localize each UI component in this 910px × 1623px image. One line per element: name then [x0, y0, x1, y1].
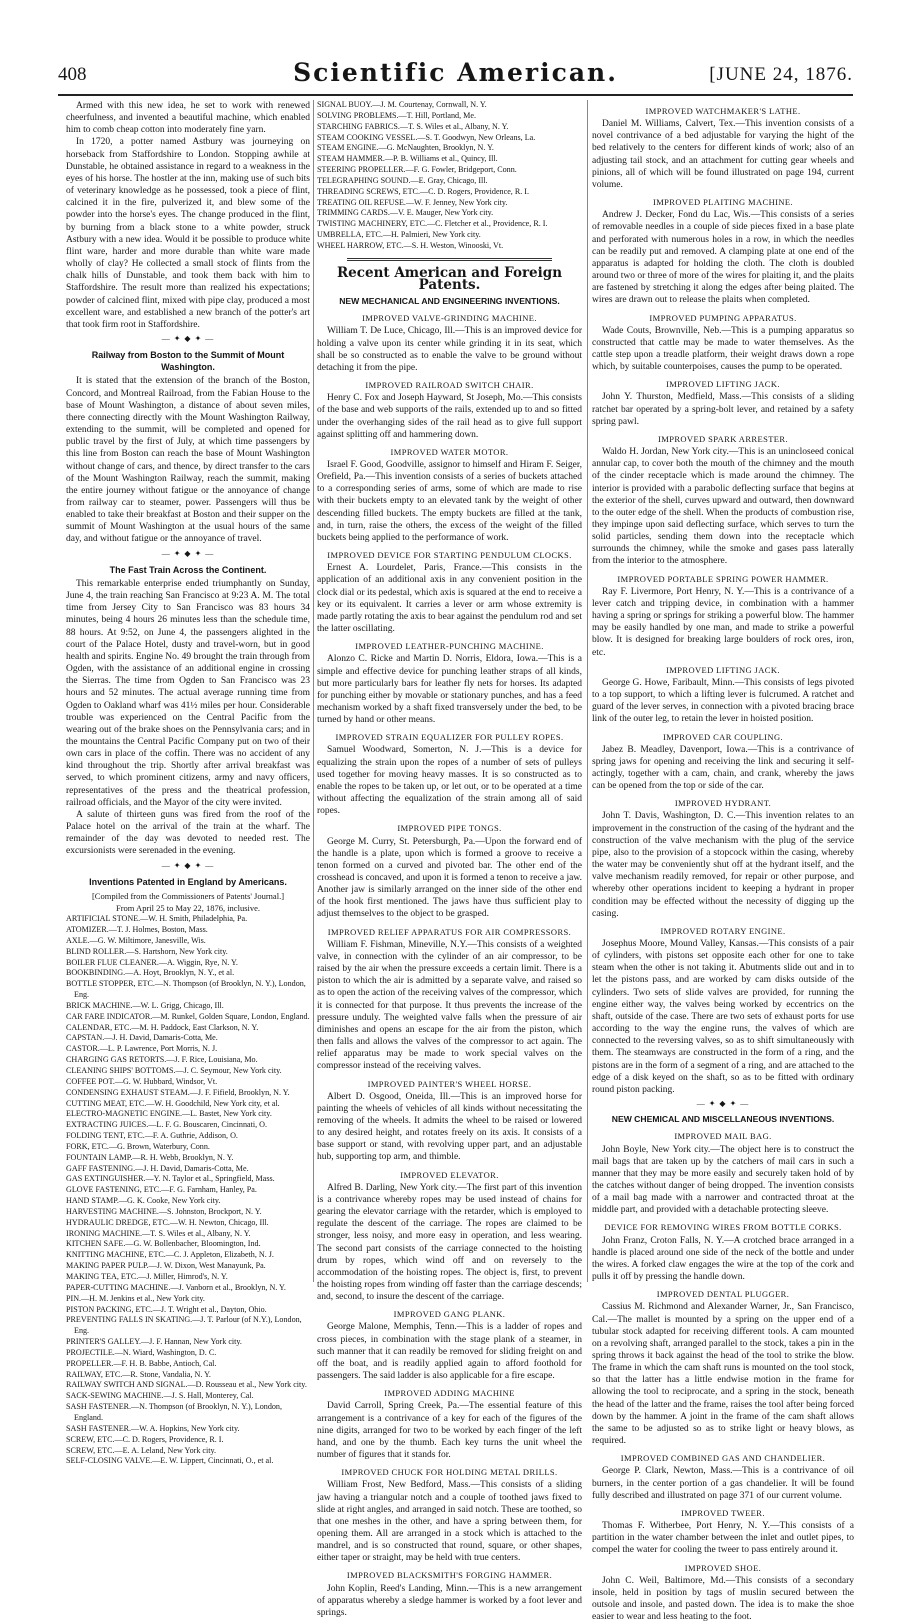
- invention-title: IMPROVED DENTAL PLUGGER.: [656, 1289, 790, 1300]
- patent-entry: COFFEE POT.—G. W. Hubbard, Windsor, Vt.: [66, 1076, 218, 1086]
- invention-description: George M. Curry, St. Petersburgh, Pa.—Upon the forward end of the handle is a plate, upon which is formed a groove to receive a tenon formed on a curved and pivoted bar. The other end of the crosshead is concaved, and upon it is formed a tenon to receive a jaw. Another jaw is similarly arranged on the inner side of the other end of the hook first mentioned. The jaws have thus sufficient play to adjust themselves to the object to be grasped.: [317, 836, 582, 920]
- patent-entry: TREATING OIL REFUSE.—W. F. Jenney, New York city.: [317, 197, 508, 207]
- patent-entry: MAKING PAPER PULP.—J. W. Dixon, West Manayunk, Pa.: [66, 1261, 266, 1271]
- ornament-divider: — ✦ ◆ ✦ —: [696, 1099, 750, 1109]
- patent-entry: CHARGING GAS RETORTS.—J. F. Rice, Louisiana, Mo.: [66, 1055, 258, 1065]
- invention-list: [317, 312, 582, 1619]
- date-range-note: From April 25 to May 22, 1876, inclusive.: [115, 903, 261, 913]
- patent-entry: BOILER FLUE CLEANER.—A. Wiggin, Rye, N. Y.: [66, 957, 238, 967]
- patent-entry: KNITTING MACHINE, ETC.—C. J. Appleton, Elizabeth, N. J.: [66, 1250, 274, 1260]
- double-rule: [347, 258, 552, 261]
- patent-entry: CAR FARE INDICATOR.—M. Runkel, Golden Square, London, England.: [66, 1011, 310, 1021]
- patent-entry: HARVESTING MACHINE.—S. Johnston, Brockport, N. Y.: [66, 1206, 262, 1216]
- article-heading: Railway from Boston to the Summit of Mount Washington.: [91, 350, 285, 373]
- patent-entry: TWISTING MACHINERY, ETC.—C. Fletcher et al., Providence, R. I.: [317, 219, 548, 229]
- invention-description: George P. Clark, Newton, Mass.—This is a contrivance of oil burners, in the center portion of a gas chandelier. It will be found fully described and illustrated on page 371 of our current volume.: [592, 1466, 854, 1501]
- invention-description: William Frost, New Bedford, Mass.—This consists of a sliding jaw having a triangular notch and a couple of toothed jaws fixed to slide at right angles, and arranged in said notch. These are toothed, so that one meshes in the other, and have a spring between them, for opening them. All are arranged in a stock which is attached to the mandrel, and is so constructed that round, square, or other shapes, either taper or straight, may be held with true centers.: [317, 1480, 582, 1564]
- patent-entry: GAS EXTINGUISHER.—Y. N. Taylor et al., Springfield, Mass.: [66, 1174, 275, 1184]
- patent-entry: FOUNTAIN LAMP.—R. H. Webb, Brooklyn, N. Y.: [66, 1152, 234, 1162]
- invention-title: IMPROVED LIFTING JACK.: [666, 379, 780, 390]
- invention-title: IMPROVED DEVICE FOR STARTING PENDULUM CLOCKS.: [327, 550, 572, 561]
- column-left: [66, 100, 310, 1467]
- invention-title: IMPROVED RELIEF APPARATUS FOR AIR COMPRESSORS.: [327, 926, 572, 937]
- invention-title: IMPROVED WATCHMAKER'S LATHE.: [645, 106, 801, 116]
- invention-description: John Koplin, Reed's Landing, Minn.—This is a new arrangement of apparatus whereby a sledge hammer is worked by a foot lever and springs.: [317, 1583, 582, 1618]
- patent-entry: BOTTLE STOPPER, ETC.—N. Thompson (of Brooklyn, N. Y.), London, Eng.: [66, 979, 306, 1000]
- invention-description: Albert D. Osgood, Oneida, Ill.—This is an improved horse for painting the wheels of vehicles of all kinds without necessitating the removing of the wheels. It admits the wheel to be raised or lowered to any desired height, and rotates freely on its axis. It consists of a base support or stand, with revolving upper part, and an adjustable hub, supporting top arm, and thimble.: [317, 1091, 582, 1163]
- invention-title: IMPROVED SPARK ARRESTER.: [658, 433, 788, 444]
- invention-description: Ernest A. Lourdelet, Paris, France.—This consists in the application of an additional axis in any convenient position in the clock dial or its pedestal, which axis is squared at the end to receive a key or its equivalent. It carries a lever or arm whose extremity is made partly rotating the axis to bear against the pendulum rod and set the latter oscillating.: [317, 563, 582, 635]
- patent-entry: RAILWAY SWITCH AND SIGNAL.—D. Rousseau et al., New York city.: [66, 1380, 307, 1390]
- patent-entry: CUTTING MEAT, ETC.—W. H. Goodchild, New York city, et al.: [66, 1098, 280, 1108]
- invention-title: IMPROVED CHUCK FOR HOLDING METAL DRILLS.: [341, 1467, 558, 1478]
- patent-entry: EXTRACTING JUICES.—L. F. G. Bouscaren, Cincinnati, O.: [66, 1120, 268, 1130]
- invention-description: George Malone, Memphis, Tenn.—This is a ladder of ropes and cross pieces, in combination with the stage plank of a steamer, in such manner that it can readily be removed for sliding freight on and off the boat, and is readily applied again to afford foothold for passengers. The said ladder is also applicable for a fire escape.: [317, 1322, 582, 1382]
- patent-entry: FOLDING TENT, ETC.—F. A. Guthrie, Addison, O.: [66, 1131, 238, 1141]
- patent-entry: STEAM COOKING VESSEL.—S. T. Goodwyn, New Orleans, La.: [317, 132, 536, 142]
- patent-entry: SCREW, ETC.—C. D. Rogers, Providence, R. I.: [66, 1434, 224, 1444]
- invention-description: Waldo H. Jordan, New York city.—This is an unincloseed conical annular cap, to cover both the mouth of the chimney and the mouth of the cinder receptacle which is made around the chimney. The interior is provided with a parabolic deflecting surface that begins at the exterior of the shell, curves upward and outward, then downward to the outer edge of the shell. When the products of combustion rise, they impinge upon said deflecting surface, which serves to turn the solid particles, sending them down into the receptacle which surrounds the chimney, while the smoke and gases pass laterally from the interior to the atmosphere.: [592, 447, 854, 567]
- patent-entry: HYDRAULIC DREDGE, ETC.—W. H. Newton, Chicago, Ill.: [66, 1217, 269, 1227]
- column-divider: [313, 100, 314, 1282]
- patent-entry: SELF-CLOSING VALVE.—E. W. Lippert, Cincinnati, O., et al.: [66, 1456, 274, 1466]
- page-header: [58, 58, 853, 98]
- patent-entry: CLEANING SHIPS' BOTTOMS.—J. C. Seymour, New York city.: [66, 1065, 282, 1075]
- column-right: [592, 100, 854, 1623]
- invention-description: Cassius M. Richmond and Alexander Warner, Jr., San Francisco, Cal.—The mallet is mounted by a spring on the upper end of a tubular stock adapted for receiving different tools. A cam mounted on a revolving shaft, arranged parallel to the stock, takes a pin in the spring throws it back against the head of the tool to strike the blow. The frame in which the cam shaft runs is mounted on the tool stock, so that the latter has a little endwise motion in the frame for allowing the tool to reciprocate, and a spring in the stock, beneath the head of the latter and the frame, raises the tool after being forced down by the hammer. A joint in the frame of the cam shaft allows the same to be adjusted so as to strike light or heavy blows, as required.: [592, 1302, 854, 1447]
- invention-title: DEVICE FOR REMOVING WIRES FROM BOTTLE CORKS.: [604, 1222, 842, 1233]
- section-heading: NEW CHEMICAL AND MISCELLANEOUS INVENTIONS.: [611, 1114, 835, 1125]
- patent-entry: SOLVING PROBLEMS.—T. Hill, Portland, Me.: [317, 110, 476, 120]
- invention-title: IMPROVED CAR COUPLING.: [662, 731, 784, 742]
- article-heading: Inventions Patented in England by Americans.: [89, 876, 287, 887]
- section-heading: NEW MECHANICAL AND ENGINEERING INVENTIONS.: [339, 296, 560, 307]
- patent-list: [66, 914, 310, 1467]
- masthead-title: Scientific American.: [293, 58, 618, 87]
- article-paragraph: Armed with this new idea, he set to work with renewed cheerfulness, and invented a beautiful machine, which enabled him to comb cheap cotton into moderately fine yarn.: [66, 101, 310, 136]
- invention-description: John Y. Thurston, Medfield, Mass.—This consists of a sliding ratchet bar operated by a spring-bolt lever, and retained by a safety spring pawl.: [592, 392, 854, 427]
- invention-description: Israel F. Good, Goodville, assignor to himself and Hiram F. Seiger, Orefield, Pa.—This invention consists of a series of buckets attached to a corresponding series of arms, some of which are made to rise with their buckets empty to an elevated tank by the weight of other descending filled buckets. The empty buckets are filled at the tank, and, in turn, raise the others, the excess of the weight of the filled buckets being applied to the performance of work.: [317, 460, 582, 543]
- invention-title: IMPROVED RAILROAD SWITCH CHAIR.: [365, 380, 534, 391]
- invention-description: Ray F. Livermore, Port Henry, N. Y.—This is a contrivance of a lever catch and tripping device, in combination with a hammer having a spring or springs for striking a powerful blow. The hammer may be easily handled by one man, and made to strike a powerful blow. It is designed for breaking large boulders of rock ores, iron, etc.: [592, 586, 854, 658]
- invention-title: IMPROVED HYDRANT.: [674, 798, 772, 809]
- patent-entry: WHEEL HARROW, ETC.—S. H. Weston, Winooski, Vt.: [317, 240, 504, 250]
- invention-description: John Franz, Croton Falls, N. Y.—A crotched brace arranged in a handle is placed around one side of the neck of the bottle and under the wires. A forked claw engages the wire at the top of the cork and pulls it off by pressing the handle down.: [592, 1235, 854, 1283]
- patent-list-continued: [317, 100, 582, 252]
- article-paragraph: It is stated that the extension of the branch of the Boston, Concord, and Montreal Railroad, from the Fabian House to the base of Mount Washington, a distance of about seven miles, there connecting directly with the Mount Washington Railway, extending to the summit, will be completed and opened for public travel by the first of July, at which time passengers by this line from Boston can reach the base of Mount Washington without change of cars, and thence, by direct transfer to the cars of the Mount Washington Railway, reach the summit, making the entire journey without fatigue or the annoyance of change from railway car to steamer, power. Passengers will thus be enabled to take their breakfast at Boston and their supper on the summit of Mount Washington at the usual hours of the same day, and without fatigue or the annoyance of travel.: [66, 376, 310, 545]
- invention-description: Samuel Woodward, Somerton, N. J.—This is a device for equalizing the strain upon the ropes of a number of sets of pulleys used together for moving heavy masses. It is so constructed as to enable the ropes to be taken up, or let out, or to be operated at a time without affecting the equalization of the strain among all of said ropes.: [317, 745, 582, 817]
- patent-entry: STEAM HAMMER.—P. B. Williams et al., Quincy, Ill.: [317, 154, 498, 164]
- invention-title: IMPROVED ADDING MACHINE: [384, 1388, 515, 1399]
- patent-entry: AXLE.—G. W. Miltimore, Janesville, Wis.: [66, 935, 206, 945]
- invention-description: Andrew J. Decker, Fond du Lac, Wis.—This consists of a series of removable needles in a couple of side pieces fixed in a base plate and perforated with numerous holes in a row, in which the needles can be readily put and removed. A clamping plate at one end of the apparatus is adapted for holding the cloth. The cloth is doubled around two or three of more of the wires for plaiting it, and the plaits are fastened by stretching it along the edges after being plaited. The wires are drawn out to release the plaits when completed.: [592, 210, 854, 306]
- patent-entry: PROJECTILE.—N. Wiard, Washington, D. C.: [66, 1347, 217, 1357]
- patent-entry: SCREW, ETC.—E. A. Leland, New York city.: [66, 1445, 217, 1455]
- article-paragraph: This remarkable enterprise ended triumphantly on Sunday, June 4, the train reaching San Francisco at 9:23 A. M. The total time from Jersey City to San Francisco was 83 hours 34 minutes, being 4 hours 26 minutes less than the schedule time, 88 hours. At 9:52, on June 4, the passengers alighted in the court of the Palace Hotel, dusty and travel-worn, but in good health and spirits. Engine No. 49 brought the train through from Ogden, with the assistance of an additional engine in crossing the Sierras. The time from Ogden to San Francisco was 23 hours and 52 minutes. The actual average running time from Ogden to Oakland wharf was 41½ miles per hour. Considerable trouble was experienced on the Central Pacific from the wearing out of the brake shoes on the Pennsylvania cars; and in the mountains the Central Pacific Company put on two of their own cars in place of the coffin. There was no accident of any kind throughout the trip. Shortly after arrival breakfast was served, to which prominent citizens, army and navy officers, representatives of the press and the theatrical profession, railroad officials, and the Mayor of the city were invited.: [66, 578, 310, 808]
- patent-entry: GAFF FASTENING.—J. H. David, Damaris-Cotta, Me.: [66, 1163, 249, 1173]
- header-rule: [58, 94, 853, 96]
- patent-entry: STARCHING FABRICS.—T. S. Wiles et al., Albany, N. Y.: [317, 121, 509, 131]
- invention-title: IMPROVED ROTARY ENGINE.: [660, 925, 786, 936]
- invention-title: IMPROVED GANG PLANK.: [393, 1309, 506, 1320]
- patent-entry: SIGNAL BUOY.—J. M. Courtenay, Cornwall, N. Y.: [317, 100, 487, 109]
- patent-entry: STEERING PROPELLER.—F. G. Fowler, Bridgeport, Conn.: [317, 165, 517, 175]
- ornament-divider: — ✦ ◆ ✦ —: [161, 548, 215, 558]
- patent-entry: KITCHEN SAFE.—G. W. Bollenbacher, Bloomington, Ind.: [66, 1239, 261, 1249]
- patent-entry: RAILWAY, ETC.—R. Stone, Vandalia, N. Y.: [66, 1369, 211, 1379]
- patent-entry: UMBRELLA, ETC.—H. Palmieri, New York city.: [317, 230, 481, 240]
- issue-date: [JUNE 24, 1876.: [709, 64, 853, 85]
- invention-title: IMPROVED BLACKSMITH'S FORGING HAMMER.: [346, 1570, 553, 1581]
- invention-description: William F. Fishman, Mineville, N.Y.—This consists of a weighted valve, in connection with the cylinder of an air compressor, to be raised by the air when the pressure exceeds a certain limit. There is a piston to which the air is admitted by a separate valve, and raised so as to open the action of the receiving valves of the compressor, which it is connected for that purpose. It thus prevents the increase of the pressure unduly. The weighted valve falls when the pressure of air diminishes and opens an escape for the air from the piston, which then falls and allows the valves of the compressor to act again. The relief apparatus may be made to work special valves on the compressor instead of the receiving valves.: [317, 939, 582, 1072]
- invention-title: IMPROVED PORTABLE SPRING POWER HAMMER.: [617, 573, 829, 584]
- invention-description: George G. Howe, Faribault, Minn.—This consists of legs pivoted to a top support, to which a lifting lever is fulcrumed. A ratchet and guard of the lever serves, in connection with a pivoted bracing brace link of the outer leg, to retain the lever in hoisted position.: [592, 677, 854, 725]
- invention-description: Thomas F. Witherbee, Port Henry, N. Y.—This consists of a partition in the water chamber between the inlet and outlet pipes, to compel the water for cooling the tweer to pass entirely around it.: [592, 1521, 854, 1556]
- patent-entry: PRINTER'S GALLEY.—J. F. Hannan, New York city.: [66, 1337, 242, 1347]
- article-paragraph: A salute of thirteen guns was fired from the roof of the Palace hotel on the arrival of the train at the wharf. The remainder of the day was devoted to needed rest. The excursionists were serenaded in the evening.: [66, 809, 310, 857]
- patent-entry: PISTON PACKING, ETC.—J. T. Wright et al., Dayton, Ohio.: [66, 1304, 267, 1314]
- patent-entry: THREADING SCREWS, ETC.—C. D. Rogers, Providence, R. I.: [317, 186, 529, 196]
- patent-entry: ATOMIZER.—T. J. Holmes, Boston, Mass.: [66, 925, 208, 934]
- patent-entry: PIN.—H. M. Jenkins et al., New York city.: [66, 1293, 205, 1303]
- invention-list: [592, 105, 854, 1096]
- patent-entry: PAPER-CUTTING MACHINE.—J. Vanborn et al., Brooklyn, N. Y.: [66, 1282, 286, 1292]
- section-title: Recent American and Foreign Patents.: [336, 264, 563, 293]
- invention-title: IMPROVED PUMPING APPARATUS.: [649, 312, 797, 323]
- patent-entry: CONDENSING EXHAUST STEAM.—J. F. Fifield, Brooklyn, N. Y.: [66, 1087, 290, 1097]
- patent-entry: CASTOR.—L. P. Lawrence, Port Morris, N. J.: [66, 1044, 218, 1054]
- invention-title: IMPROVED SHOE.: [684, 1562, 762, 1573]
- invention-description: Wade Couts, Brownville, Neb.—This is a pumping apparatus so constructed that cattle may be made to water themselves. As the cattle step upon a treadle platform, their weight draws down a rope which, by suitable counterpoises, causes the pump to be operated.: [592, 325, 854, 373]
- patent-entry: BOOKBINDING.—A. Hoyt, Brooklyn, N. Y., et al.: [66, 968, 235, 978]
- patent-entry: ARTIFICIAL STONE.—W. H. Smith, Philadelphia, Pa.: [66, 914, 248, 924]
- invention-title: IMPROVED ELEVATOR.: [400, 1169, 499, 1180]
- patent-entry: SASH FASTENER.—W. A. Hopkins, New York city.: [66, 1423, 240, 1433]
- invention-title: IMPROVED PIPE TONGS.: [397, 823, 502, 834]
- article-heading: The Fast Train Across the Continent.: [109, 564, 267, 575]
- patent-entry: CAPSTAN.—J. H. David, Damaris-Cotta, Me.: [66, 1033, 218, 1043]
- patent-entry: BLIND ROLLER.—S. Hartshorn, New York city.: [66, 946, 228, 956]
- patent-entry: TRIMMING CARDS.—V. E. Mauger, New York city.: [317, 208, 494, 218]
- invention-description: David Carroll, Spring Creek, Pa.—The essential feature of this arrangement is a contrivance of a key for each of the figures of the nine digits, arranged for two to be worked by each finger of the left hand, and one by the thumb. Each key turns the unit wheel the number of figures that it stands for.: [317, 1401, 582, 1461]
- patent-entry: PREVENTING FALLS IN SKATING.—J. T. Parlour (of N.Y.), London, Eng.: [66, 1315, 302, 1336]
- invention-description: John Boyle, New York city.—The object here is to construct the mail bags that are taken up by the catchers of mail cars in such a manner that they may be more easily and securely taken hold of by the catches without danger of being dropped. The invention consists of a mail bag made with a narrower and contracted throat at the middle part, and provided with a detachable protecting sleeve.: [592, 1144, 854, 1216]
- invention-description: Alonzo C. Ricke and Martin D. Norris, Eldora, Iowa.—This is a simple and effective device for punching leather straps of all kinds, but more particularly bars for leather fly nets for horses. Its adapted for punching either by movable or stationary punches, and has a feed mechanism worked by a shaft fixed transversely under the bed, to be turned by hand or other means.: [317, 654, 582, 726]
- invention-description: Jabez B. Meadley, Davenport, Iowa.—This is a contrivance of spring jaws for opening and receiving the link and securing it self-actingly, together with a cam, chain, and crank, whereby the jaws can be opened from the top or side of the car.: [592, 744, 854, 792]
- patent-entry: SACK-SEWING MACHINE.—J. S. Hall, Monterey, Cal.: [66, 1391, 254, 1401]
- invention-description: Alfred B. Darling, New York city.—The first part of this invention is a contrivance whereby ropes may be used instead of chains for gearing the elevator carriage with the retarder, which is employed to regulate the descent of the carriage. The ropes are claimed to be stronger, less noisy, and more easy in operation, and less wearing. The second part consists of the carriage connected to the hoisting drum by ropes, which wind off and on reversely to the accommodation of the hoisting ropes. The object is, first, to prevent the hoisting ropes from winding off faster than the carriage descends; and, second, to insure the descent of the carriage.: [317, 1182, 582, 1303]
- patent-entry: CALENDAR, ETC.—M. H. Paddock, East Clarkson, N. Y.: [66, 1022, 259, 1032]
- column-middle: [317, 100, 582, 1619]
- ornament-divider: — ✦ ◆ ✦ —: [161, 333, 215, 343]
- invention-description: Josephus Moore, Mound Valley, Kansas.—This consists of a pair of cylinders, with pistons set opposite each other for one to take steam when the other is not taking it. Abutments slide out and in to let the pistons pass, and are worked by cam disks outside of the cylinders. Two sets of slide valves are provided, for running the engine either way, the valves being worked by eccentrics on the shaft, outside of the case. There are two sets of exhaust ports for use according to the way the engine runs, the valves of which are connected to the reversing valves, so as to shift simultaneously with them. The steamways are constructed in the form of a ring, and the pistons are in the form of a segment of a ring, and are attached to the edge of a disk keyed on the shaft, so as to be fitted with ordinary round piston packing.: [592, 939, 854, 1095]
- patent-entry: SASH FASTENER.—N. Thompson (of Brooklyn, N. Y.), London, England.: [66, 1402, 282, 1422]
- page-number: 408: [58, 64, 87, 85]
- patent-entry: HAND STAMP.—G. K. Cooke, New York city.: [66, 1196, 221, 1206]
- invention-title: IMPROVED MAIL BAG.: [674, 1131, 772, 1142]
- invention-title: IMPROVED PAINTER'S WHEEL HORSE.: [367, 1078, 532, 1089]
- ornament-divider: — ✦ ◆ ✦ —: [161, 860, 215, 870]
- patent-entry: TELEGRAPHING SOUND.—E. Gray, Chicago, Ill.: [317, 175, 488, 185]
- patent-entry: ELECTRO-MAGNETIC ENGINE.—L. Bastet, New York city.: [66, 1109, 272, 1119]
- patent-entry: STEAM ENGINE.—G. McNaughten, Brooklyn, N. Y.: [317, 143, 494, 153]
- patent-entry: FORK, ETC.—G. Brown, Waterbury, Conn.: [66, 1141, 210, 1151]
- invention-description: William T. De Luce, Chicago, Ill.—This is an improved device for holding a valve upon its center while grinding it in its seat, which shall be so constructed as to enable the valve to be ground without detaching it from the pipe.: [317, 326, 582, 373]
- invention-title: IMPROVED WATER MOTOR.: [390, 446, 509, 457]
- invention-title: IMPROVED VALVE-GRINDING MACHINE.: [362, 313, 537, 324]
- invention-description: John C. Weil, Baltimore, Md.—This consists of a secondary insole, held in position by tags of muslin secured between the outsole and insole, and pasted down. The idea is to make the shoe easier to wear and less heating to the foot.: [592, 1575, 854, 1623]
- patent-entry: PROPELLER.—F. H. B. Babbe, Antioch, Cal.: [66, 1358, 217, 1368]
- invention-description: John T. Davis, Washington, D. C.—This invention relates to an improvement in the construction of the casing of the hydrant and the construction of the valve mechanism with the plug of the service pipe, also to the provision of a stopcock within the casing, whereby the water may be conveniently shut off at the hydrant itself, and the valve mechanism readily removed, for repair or other purpose, and whereby other operations incident to keeping a hydrant in proper condition may be effected without the necessity of digging up the casing.: [592, 811, 854, 919]
- article-paragraph: In 1720, a potter named Astbury was journeying on horseback from Staffordshire to London. Stopping awhile at Dunstable, he obtained assistance in regard to a weakness in the eyes of his horse. The hostler at the inn, making use of such bits of veterinary knowledge as he possessed, took a piece of flint, calcined it in the fire, pulverized it, and blew some of the powder into the horse's eyes. The change produced in the flint, by burning from a black stone to a white powder, struck Astbury with a new idea. Would it be possible to produce white flint ware, harder and more durable than white ware made wholly of clay? He collected a small stock of flints from the chalk hills of Dunstable, and took them back with him to Staffordshire. The result more than realized his expectations; powder of calcined flint, mixed with pipe clay, produced a most excellent ware, and established a new branch of the potter's art that took firm root in Staffordshire.: [66, 137, 310, 330]
- compiled-note: [Compiled from the Commissioners of Patents' Journal.]: [91, 890, 285, 901]
- patent-entry: IRONING MACHINE.—T. S. Wiles et al., Albany, N. Y.: [66, 1228, 251, 1238]
- invention-description: Daniel M. Williams, Calvert, Tex.—This invention consists of a novel contrivance of a bed adjustable for varying the hight of the bed relatively to the centers for different kinds of work; also of an adjusting tail stock, and an attachment for cutting gear wheels and pinions, all of which will be found illustrated on page 194, current volume.: [592, 119, 854, 190]
- invention-title: IMPROVED COMBINED GAS AND CHANDELIER.: [620, 1453, 826, 1464]
- patent-entry: GLOVE FASTENING, ETC.—F. G. Farnham, Hanley, Pa.: [66, 1185, 257, 1195]
- invention-title: IMPROVED PLAITING MACHINE.: [652, 197, 794, 208]
- invention-list: [592, 1130, 854, 1623]
- invention-title: IMPROVED STRAIN EQUALIZER FOR PULLEY ROPES.: [335, 732, 564, 743]
- invention-title: IMPROVED TWEER.: [681, 1507, 765, 1518]
- patent-entry: MAKING TEA, ETC.—J. Miller, Himrod's, N. Y.: [66, 1272, 228, 1281]
- patent-entry: BRICK MACHINE.—W. L. Grigg, Chicago, Ill.: [66, 1000, 224, 1010]
- invention-description: Henry C. Fox and Joseph Hayward, St Joseph, Mo.—This consists of the base and web supports of the rails, extended up to and so fitted under the overhanging sides of the rail head as to give full support against splitting off and hammering down.: [317, 393, 582, 440]
- invention-title: IMPROVED LIFTING JACK.: [666, 664, 780, 675]
- invention-title: IMPROVED LEATHER-PUNCHING MACHINE.: [355, 641, 544, 652]
- column-divider: [587, 100, 588, 1282]
